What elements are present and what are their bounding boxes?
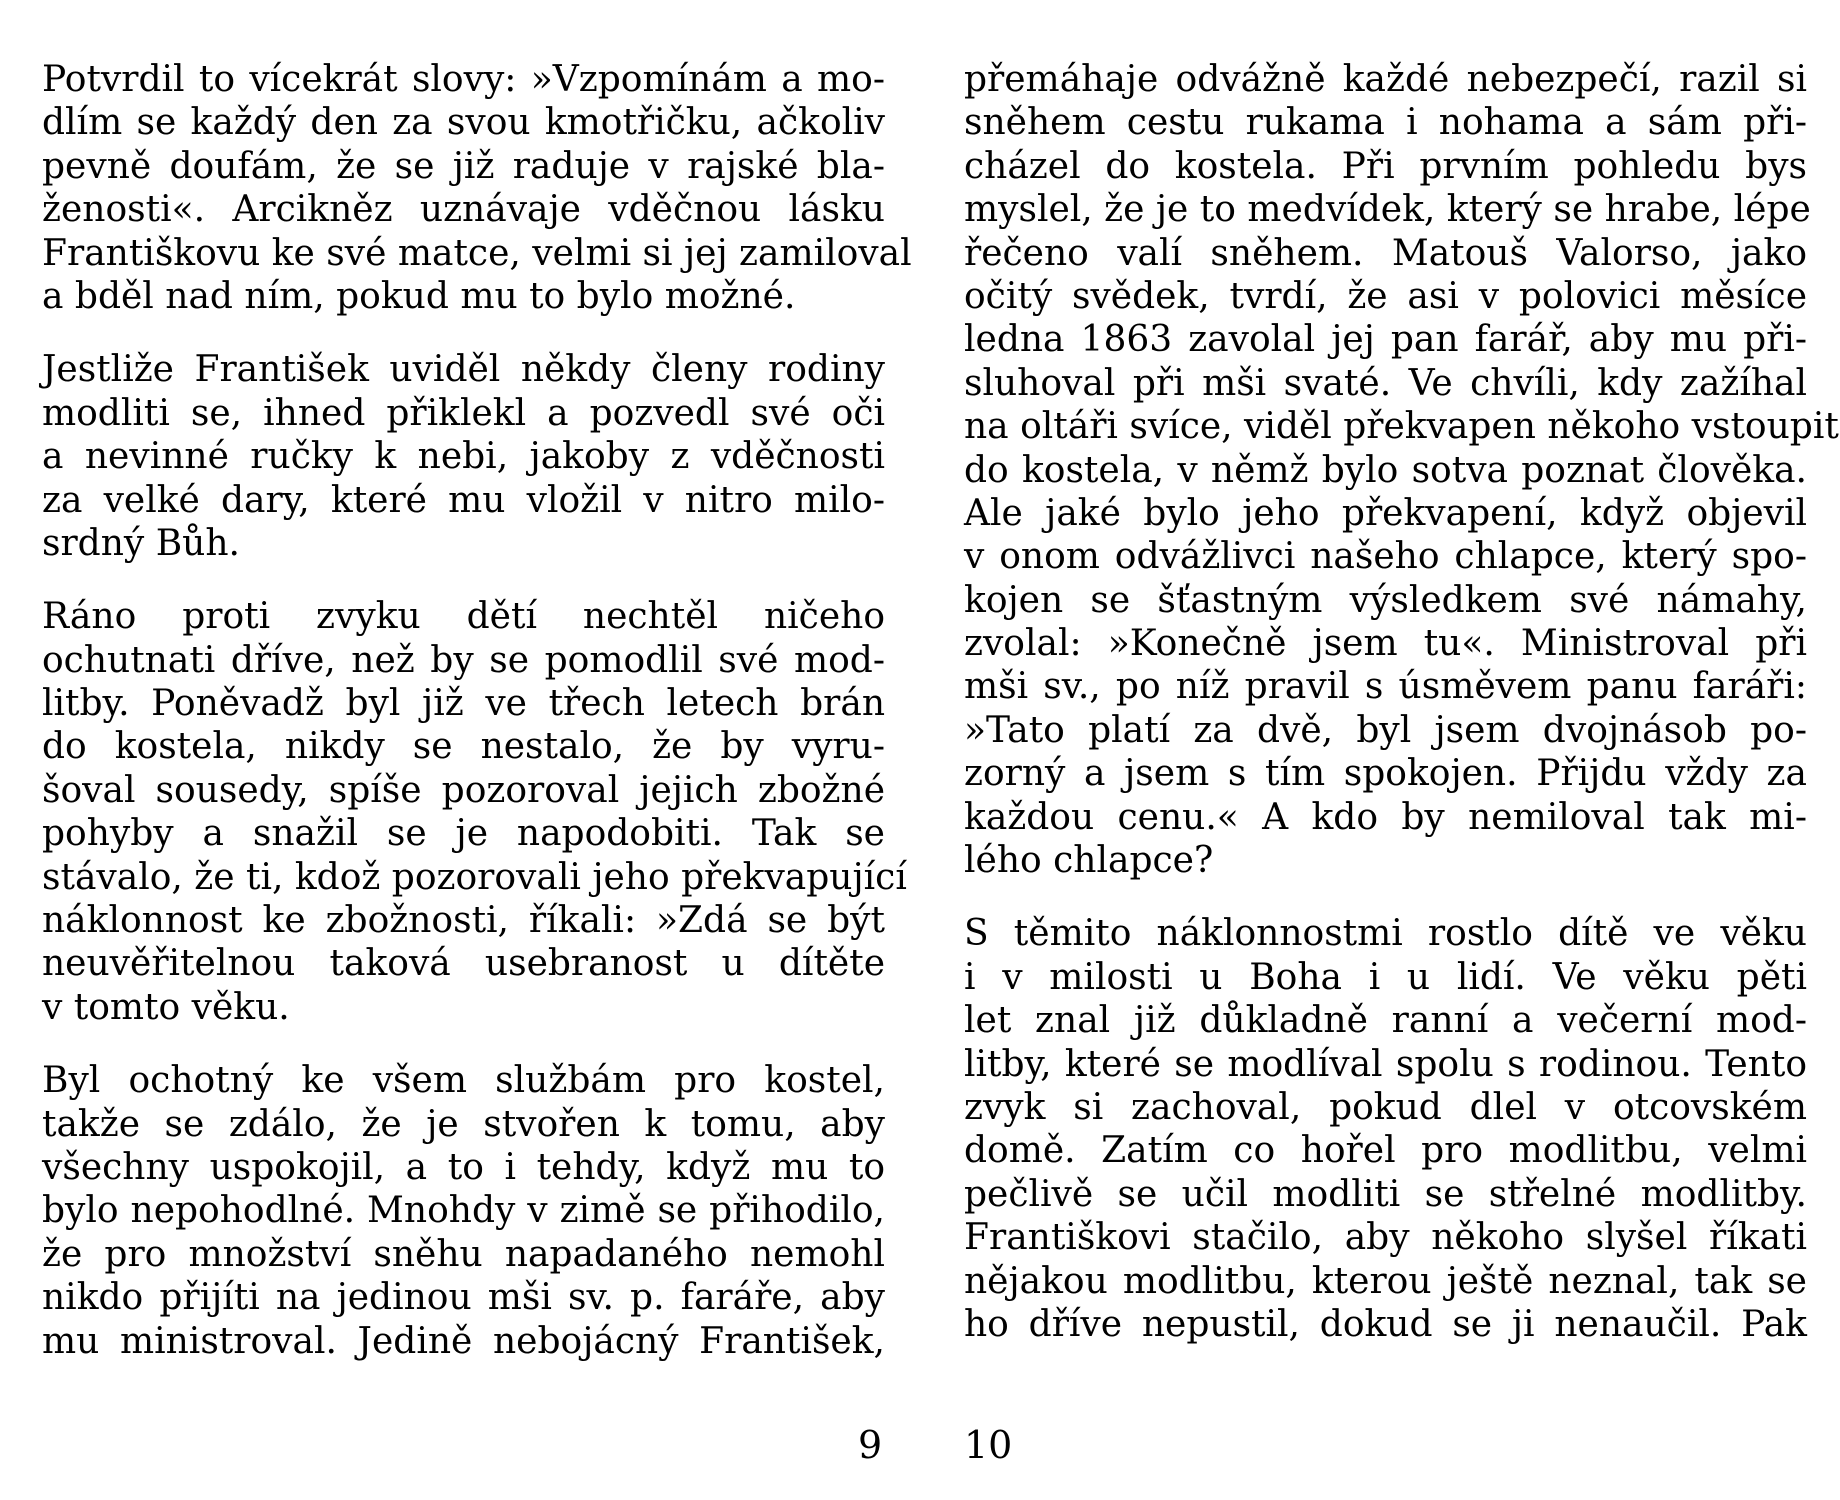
text-line: přemáhaje odvážně každé nebezpečí, razil si	[964, 59, 1807, 100]
text-line: řečeno valí sněhem. Matouš Valorso, jako	[964, 232, 1807, 274]
text-line: cházel do kostela. Při prvním pohledu bys	[964, 145, 1807, 187]
paragraph	[964, 912, 1807, 1346]
text-line: neuvěřitelnou taková usebranost u dítěte	[42, 943, 885, 985]
left-page-text	[42, 58, 912, 1363]
paragraph-gap	[42, 565, 885, 595]
text-line: nikdo přijíti na jedinou mši sv. p. faráře, aby	[42, 1277, 885, 1319]
text-line: Františkovu ke své matce, velmi si jej zamiloval	[42, 232, 912, 274]
paragraph	[42, 595, 907, 1029]
text-line: Františkovi stačilo, aby někoho slyšel říkati	[964, 1217, 1807, 1259]
text-line: mu ministroval. Jedině nebojácný František,	[42, 1320, 885, 1362]
text-line: na oltáři svíce, viděl překvapen někoho vstoupit	[964, 406, 1839, 448]
text-line: zvyk si zachoval, pokud dlel v otcovském	[964, 1086, 1807, 1128]
text-line: v onom odvážlivci našeho chlapce, který spo-	[964, 536, 1807, 578]
paragraph-gap	[42, 318, 885, 348]
text-line: domě. Zatím co hořel pro modlitbu, velmi	[964, 1130, 1807, 1172]
paragraph	[42, 348, 885, 565]
text-line: myslel, že je to medvídek, který se hrabe, lépe	[964, 189, 1811, 231]
text-line: ho dříve nepustil, dokud se ji nenaučil. Pak	[964, 1303, 1807, 1345]
text-line: do kostela, v němž bylo sotva poznat člověka.	[964, 449, 1807, 491]
text-line: i v milosti u Boha i u lidí. Ve věku pěti	[964, 956, 1807, 998]
text-line: ledna 1863 zavolal jej pan farář, aby mu při-	[964, 319, 1807, 361]
text-line: modliti se, ihned přiklekl a pozvedl své oči	[42, 392, 885, 434]
text-line: bylo nepohodlné. Mnohdy v zimě se přihodilo,	[42, 1190, 885, 1232]
paragraph	[42, 1059, 885, 1363]
paragraph	[964, 58, 1839, 882]
paragraph-gap	[42, 1029, 885, 1059]
text-line: náklonnost ke zbožnosti, říkali: »Zdá se být	[42, 900, 885, 942]
text-line: takže se zdálo, že je stvořen k tomu, aby	[42, 1103, 885, 1145]
text-line: stávalo, že ti, kdož pozorovali jeho překvapující	[42, 856, 907, 898]
text-line: litby. Poněvadž byl již ve třech letech brán	[42, 683, 885, 725]
text-line: do kostela, nikdy se nestalo, že by vyru-	[42, 726, 885, 768]
text-line: každou cenu.« A kdo by nemiloval tak mi-	[964, 796, 1807, 838]
text-line: nějakou modlitbu, kterou ještě neznal, tak se	[964, 1260, 1807, 1302]
text-line: zorný a jsem s tím spokojen. Přijdu vždy za	[964, 753, 1807, 795]
text-line: v tomto věku.	[42, 986, 290, 1028]
text-line: S těmito náklonnostmi rostlo dítě ve věku	[964, 913, 1807, 955]
text-line: Ale jaké bylo jeho překvapení, když objevil	[964, 492, 1807, 534]
text-line: Byl ochotný ke všem službám pro kostel,	[42, 1060, 885, 1102]
text-line: srdný Bůh.	[42, 522, 240, 564]
page-number-right: 10	[964, 1423, 1013, 1467]
text-line: zvolal: »Konečně jsem tu«. Ministroval při	[964, 623, 1807, 665]
text-line: sněhem cestu rukama i nohama a sám při-	[964, 102, 1807, 144]
text-line: sluhoval při mši svaté. Ve chvíli, kdy zažíhal	[964, 362, 1807, 404]
text-line: mši sv., po níž pravil s úsměvem panu faráři:	[964, 666, 1807, 708]
text-line: pevně doufám, že se již raduje v rajské bla-	[42, 145, 885, 187]
right-page-text	[964, 58, 1839, 1346]
text-line: »Tato platí za dvě, byl jsem dvojnásob po-	[964, 709, 1807, 751]
text-line: Potvrdil to vícekrát slovy: »Vzpomínám a mo-	[42, 59, 885, 100]
text-line: ženosti«. Arcikněz uznávaje vděčnou lásku	[42, 189, 885, 231]
paragraph-gap	[964, 882, 1807, 912]
text-line: ochutnati dříve, než by se pomodlil své mod-	[42, 639, 885, 681]
text-line: očitý svědek, tvrdí, že asi v polovici měsíce	[964, 275, 1807, 317]
text-line: za velké dary, které mu vložil v nitro milo-	[42, 479, 885, 521]
text-line: Ráno proti zvyku dětí nechtěl ničeho	[42, 596, 885, 638]
text-line: pečlivě se učil modliti se střelné modlitby.	[964, 1173, 1807, 1215]
text-line: že pro množství sněhu napadaného nemohl	[42, 1233, 885, 1275]
text-line: kojen se šťastným výsledkem své námahy,	[964, 579, 1807, 621]
page-number-left: 9	[858, 1423, 883, 1467]
text-line: šoval sousedy, spíše pozoroval jejich zbožné	[42, 769, 885, 811]
text-line: pohyby a snažil se je napodobiti. Tak se	[42, 813, 885, 855]
text-line: všechny uspokojil, a to i tehdy, když mu to	[42, 1146, 885, 1188]
text-line: let znal již důkladně ranní a večerní mod-	[964, 1000, 1807, 1042]
text-line: a bděl nad ním, pokud mu to bylo možné.	[42, 275, 796, 317]
text-line: dlím se každý den za svou kmotřičku, ačkoliv	[42, 102, 885, 144]
paragraph	[42, 58, 912, 318]
text-line: lého chlapce?	[964, 840, 1214, 882]
text-line: a nevinné ručky k nebi, jakoby z vděčnosti	[42, 436, 885, 478]
text-line: Jestliže František uviděl někdy členy rodiny	[42, 349, 885, 391]
text-line: litby, které se modlíval spolu s rodinou. Tento	[964, 1043, 1807, 1085]
